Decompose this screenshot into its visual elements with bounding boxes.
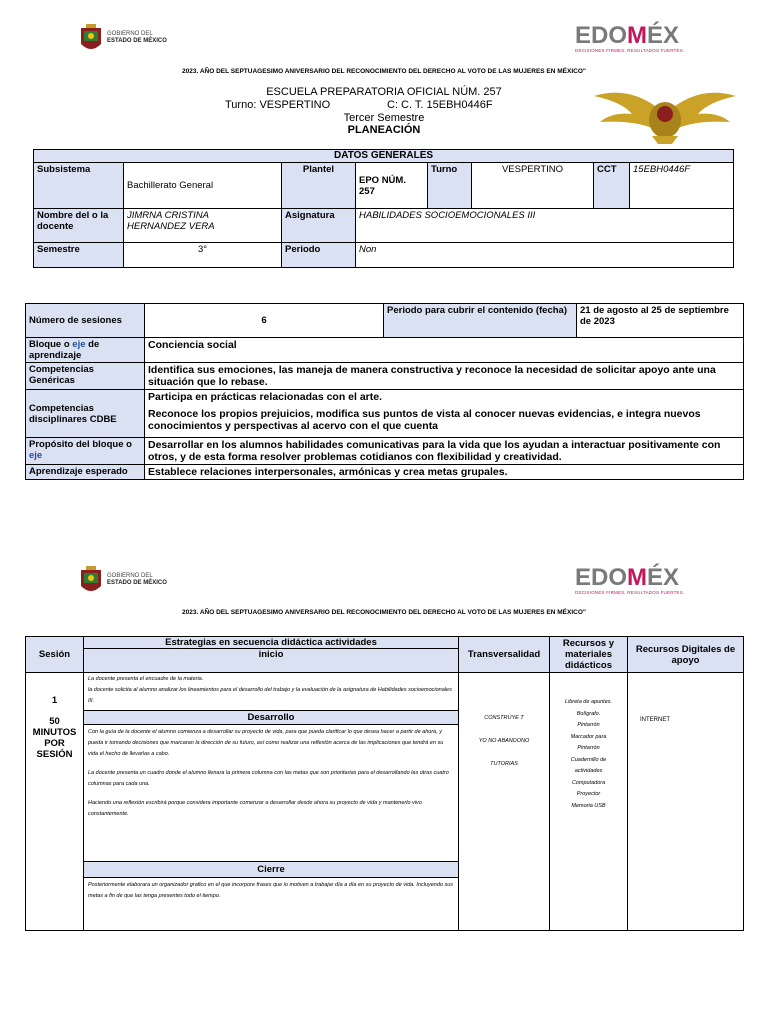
session-cell [26,673,84,931]
plantel-value-2: 257 [359,185,375,197]
semestre-value: 3° [124,243,282,268]
cierre-section [84,878,458,904]
school-title: ESCUELA PREPARATORIA OFICIAL NÚM. 257 [266,86,502,98]
docente-value-2: HERNANDEZ VERA [127,221,215,232]
asignatura-value: HABILIDADES SOCIOEMOCIONALES III [356,209,734,243]
inicio-text-1: La docente presenta el encuadre de la materia. [88,676,204,682]
recurso-item: Proyector [576,791,601,797]
session-duration-2: MINUTOS [32,727,77,738]
proposito-label-link: eje [29,450,43,461]
cierre-text: Posteriormente elaborara un organizador grafico en el que incorpore frases que lo motiven a trabajar día a día en su proyecto de vida. Incluyendo sus metas a fin de que las tenga presentes todo el tiempo. [88,882,454,899]
inicio-text-2: la docente solicita al alumno analizar los lineamientos para el desarrollo del trabajo y la evaluación de la asignatura de Habilidades socioemocionales III. [88,687,452,704]
comp-dis-value-1: Participa en prácticas relacionadas con el arte. [148,391,383,403]
proposito-value: Desarrollar en los alumnos habilidades comunicativas para la vida que los ayudan a interactuar positivamente con otros, y de esta forma resolver problemas cotidianos con flexibilidad y creatividad. [145,438,744,465]
transversalidad-cell [459,673,550,931]
recurso-item: Cuadernillo de [570,756,607,763]
edomex-x: ÉX [647,22,680,49]
gob-line1-2: GOBIERNO DEL [107,573,153,579]
comp-dis-value-2: Reconoce los propios prejuicios, modifica sus puntos de vista al conocer nuevas evidencias, e integra nuevos conocimientos y perspectivas al acervo con el que cuenta [148,408,701,432]
docente-label-1: Nombre del o la [37,210,109,221]
edomex-tagline-2: DECISIONES FIRMES, RESULTADOS FUERTES. [575,590,685,595]
inicio-header: inicio [84,649,459,673]
cierre-header: Cierre [84,861,458,878]
edomex-logo-2 [575,566,684,595]
periodo-label: Periodo [282,243,356,268]
state-seal-icon [78,22,104,54]
general-data-table [33,149,734,268]
cct-value: 15EBH0446F [630,163,734,209]
recurso-item: Pintarrón [577,722,600,728]
docente-label-2: docente [37,221,74,232]
gob-logo-2 [78,564,167,596]
comp-gen-label: Competencias Genéricas [26,363,145,390]
digitales-cell [628,673,744,931]
bloque-label-a: Bloque o [29,339,73,350]
semestre-label: Semestre [34,243,124,268]
plantel-label: Plantel [282,163,356,209]
sesiones-value: 6 [145,304,384,338]
subsistema-value: Bachillerato General [124,163,282,209]
state-seal-icon [78,564,104,596]
cct-line: C: C. T. 15EBH0446F [387,99,493,111]
subsistema-label: Subsistema [34,163,124,209]
session-info-table [25,303,744,480]
comp-dis-label: Competencias disciplinares CDBE [26,390,145,438]
session-duration-3: POR [44,738,65,749]
semester-line: Tercer Semestre [343,112,425,124]
periodo-contenido-label: Periodo para cubrir el contenido (fecha) [384,304,577,338]
comp-gen-value: Identifica sus emociones, las maneja de manera constructiva y reconoce la necesidad de solicitar apoyo ante una situación que lo rebase. [145,363,744,390]
asignatura-label: Asignatura [282,209,356,243]
cct-label: CCT [594,163,630,209]
desarrollo-text-1: Con la guía de la docente el alumno comienza a desarrollar su proyecto de vida, para que pueda clarificar lo que desea hacer a partir de ahora, y pueda ir tomando decisiones que marcaran la dirección de su futuro, así como realizar una reflexión acerca de las implicaciones que tendrá en su vida el hecho de llevarlas a cabo. [88,729,444,757]
edomex-tagline: DECISIONES FIRMES, RESULTADOS FUERTES. [575,48,685,53]
aprendizaje-label: Aprendizaje esperado [26,465,145,480]
recurso-item: Memoria USB [571,802,606,809]
strategy-table [25,636,744,931]
slogan: 2023. AÑO DEL SEPTUAGESIMO ANIVERSARIO DEL RECONOCIMIENTO DEL DERECHO AL VOTO DE LAS MUJERES EN MÉXICO" [182,68,586,75]
slogan-2: 2023. AÑO DEL SEPTUAGESIMO ANIVERSARIO DEL RECONOCIMIENTO DEL DERECHO AL VOTO DE LAS MUJERES EN MÉXICO" [182,609,586,616]
edomex-pre-2: EDO [575,564,628,591]
title-block [0,87,768,98]
estrategias-header: Estrategias en secuencia didáctica actividades [84,637,459,649]
aprendizaje-value: Establece relaciones interpersonales, armónicas y crea metas grupales. [145,465,744,480]
sesiones-label: Número de sesiones [26,304,145,338]
transversalidad-item: CONSTRUYE T [484,715,524,721]
gob-line1: GOBIERNO DEL [107,31,153,37]
recurso-item: Marcador para [570,733,607,740]
edomex-logo [575,24,684,53]
turno-line: Turno: VESPERTINO [225,99,331,111]
docente-value [124,209,282,243]
plantel-value-1: EPO NÚM. [359,174,406,186]
desarrollo-header: Desarrollo [84,710,458,725]
inicio-section [84,673,458,710]
desarrollo-text-2: La docente presenta un cuadro donde el alumno llenara la primera columna con las metas que son prioritarias para el desarrollando las otras cuatro columnas para cada una. [88,770,449,787]
transversalidad-header: Transversalidad [459,637,550,673]
recurso-item: actividades [574,768,603,774]
edomex-x-2: ÉX [647,564,680,591]
edomex-a: M [627,22,648,49]
bloque-value: Conciencia social [145,338,744,363]
turno-label: Turno [428,163,472,209]
periodo-value: Non [356,243,734,268]
recurso-item: Libreta de apuntes. [564,699,613,705]
desarrollo-section [84,725,458,861]
transversalidad-list [462,707,546,776]
transversalidad-item: TUTORIAS [490,761,518,767]
digitales-value: INTERNET [640,717,670,723]
docente-value-1: JIMRNA CRISTINA [127,210,209,221]
planeacion-title: PLANEACIÓN [347,124,421,136]
edomex-pre: EDO [575,22,628,49]
desarrollo-text-3: Haciendo una reflexión escribirá porque considera importante comenzar a desarrollar desde ahora su proyecto de vida y mantenerlo vivo constantemente. [88,800,422,817]
digitales-header: Recursos Digitales de apoyo [628,637,744,673]
turno-value: VESPERTINO [472,163,594,209]
periodo-contenido-value: 21 de agosto al 25 de septiembre de 2023 [577,304,744,338]
session-duration-4: SESIÓN [36,749,73,760]
gob-logo [78,22,167,54]
gob-line2: ESTADO DE MÉXICO [107,38,167,44]
strategy-content-cell [84,673,459,931]
recurso-item: Pintarrón [577,745,600,751]
session-duration-1: 50 [49,716,60,727]
session-number: 1 [51,695,58,706]
bloque-label [26,338,145,363]
gob-line2-2: ESTADO DE MÉXICO [107,580,167,586]
transversalidad-item: YO NO ABANDONO [478,738,530,744]
general-title: DATOS GENERALES [34,150,734,163]
proposito-label [26,438,145,465]
recursos-cell [550,673,628,931]
proposito-label-a: Propósito del bloque o [29,439,132,450]
bloque-label-link: eje [72,339,86,350]
comp-dis-value [145,390,744,438]
docente-label [34,209,124,243]
bloque-label-b: de aprendizaje [29,339,100,361]
plantel-value [356,163,428,209]
recurso-item: Computadora [571,779,606,786]
recursos-header: Recursos y materiales didácticos [550,637,628,673]
recurso-item: Bolígrafo. [576,710,601,717]
edomex-a-2: M [627,564,648,591]
recursos-list [553,697,624,812]
sesion-header: Sesión [26,637,84,673]
